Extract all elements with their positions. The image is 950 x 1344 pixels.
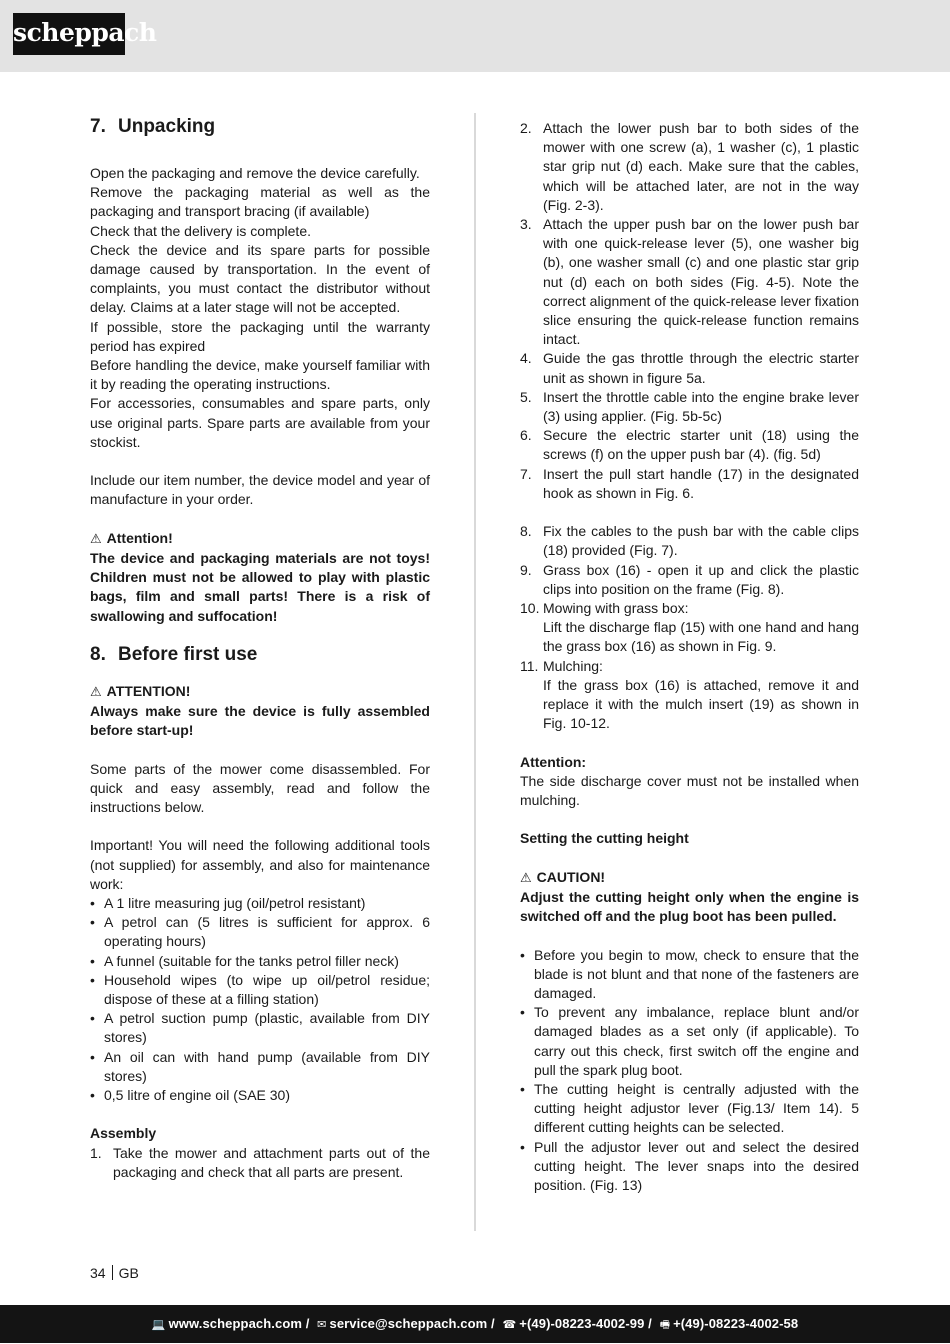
step-text: Guide the gas throttle through the electric starter unit as shown in figure 5a.	[543, 350, 859, 386]
step-number: 2.	[520, 120, 532, 136]
separator	[112, 1265, 113, 1280]
attention-text: The side discharge cover must not be installed when mulching.	[520, 772, 859, 809]
warning-triangle-icon: ⚠	[90, 531, 102, 547]
list-item: • A petrol can (5 litres is sufficient for approx. 6 operating hours)	[90, 913, 430, 951]
step-number: 8.	[520, 523, 532, 540]
attention-heading	[90, 682, 430, 702]
list-item: • An oil can with hand pump (available from DIY stores)	[90, 1048, 430, 1086]
fax-number: +(49)-08223-4002-58	[673, 1316, 799, 1331]
unpacking-paragraph: Before handling the device, make yourself familiar with it by reading the operating instructions.	[90, 357, 430, 393]
page-number	[90, 1264, 139, 1283]
language-code: GB	[118, 1265, 139, 1281]
list-item	[520, 349, 859, 387]
step-number: 7.	[520, 465, 532, 482]
caution-text: Adjust the cutting height only when the engine is switched off and the plug boot has been pulled.	[520, 889, 859, 925]
step-number: 4.	[520, 350, 532, 367]
step-text: Attach the lower push bar to both sides of the mower with one screw (a), 1 washer (c), 1 plastic star grip nut (d) each. Make sure that the cables, which will be attached later, are not in the way (Fig. 2-3).	[543, 120, 859, 213]
list-item: • A funnel (suitable for the tanks petrol filler neck)	[90, 952, 430, 971]
step-text: Mowing with grass box:	[543, 600, 689, 617]
list-item	[520, 388, 859, 426]
step-text: Grass box (16) - open it up and click the plastic clips into position on the frame (Fig. 8).	[543, 561, 859, 597]
step-number: 3.	[520, 216, 532, 233]
list-item: • The cutting height is centrally adjusted with the cutting height adjustor lever (Fig.13/ Item 14). 5 different cutting heights can be selected.	[520, 1080, 859, 1138]
email-link[interactable]: service@scheppach.com /	[329, 1316, 495, 1331]
unpacking-paragraph: Check the device and its spare parts for possible damage caused by transportation. In the event of complaints, you must contact the distributor without delay. Claims at a later stage will not be accepted.	[90, 241, 430, 316]
step-number: 11.	[520, 657, 539, 674]
cutting-height-heading: Setting the cutting height	[520, 830, 689, 847]
list-item	[520, 426, 859, 464]
phone-icon: ☎	[502, 1318, 517, 1331]
step-text: Fix the cables to the push bar with the cable clips (18) provided (Fig. 7).	[543, 523, 859, 559]
unpacking-paragraph: Check that the delivery is complete.	[90, 222, 311, 239]
list-item: • A 1 litre measuring jug (oil/petrol resistant)	[90, 894, 430, 913]
step-text: Mulching:	[543, 657, 603, 674]
section-8-number: 8.	[90, 643, 106, 665]
section-7-heading	[90, 112, 430, 142]
phone-number: +(49)-08223-4002-99 /	[519, 1316, 652, 1331]
warning-triangle-icon: ⚠	[520, 870, 532, 886]
list-item: • Household wipes (to wipe up oil/petrol residue; dispose of these at a filling station)	[90, 971, 430, 1009]
list-item	[520, 465, 859, 503]
section-7-number: 7.	[90, 116, 106, 137]
fax-icon: 🖷	[659, 1318, 671, 1331]
assembly-heading: Assembly	[90, 1125, 157, 1142]
step-text: Secure the electric starter unit (18) using the screws (f) on the upper push bar (4). (fig. 5d)	[543, 427, 859, 463]
list-item: • 0,5 litre of engine oil (SAE 30)	[90, 1086, 430, 1105]
attention-heading	[90, 529, 430, 549]
body-paragraph: Important! You will need the following additional tools (not supplied) for assembly, and also for maintenance work:	[90, 837, 430, 892]
header-bar	[0, 0, 950, 72]
left-column	[90, 112, 430, 1182]
assembly-steps	[90, 1144, 430, 1182]
list-item	[520, 599, 859, 657]
list-item	[520, 657, 859, 734]
step-number: 1.	[90, 1144, 102, 1161]
computer-icon: 💻	[151, 1318, 166, 1331]
section-8-heading	[90, 640, 430, 670]
list-item	[520, 215, 859, 349]
page-number-value: 34	[90, 1265, 106, 1281]
attention-heading: Attention:	[520, 753, 587, 770]
footer-contact-bar	[0, 1305, 950, 1343]
assembly-steps-continued	[520, 522, 859, 733]
warning-triangle-icon: ⚠	[90, 684, 102, 700]
section-7-title: Unpacking	[118, 116, 216, 137]
tools-list	[90, 894, 430, 1105]
list-item: • Pull the adjustor lever out and select the desired cutting height. The lever snaps into the desired position. (Fig. 13)	[520, 1138, 859, 1196]
attention-text: The device and packaging materials are not toys! Children must not be allowed to play with plastic bags, film and small parts! There is a risk of swallowing and suffocation!	[90, 550, 430, 624]
step-text: Attach the upper push bar on the lower push bar with one quick-release lever (5), one washer big (b), one washer small (c) and one plastic star grip nut (d) each on both sides (Fig. 4-5). Note the correct alignment of the quick-release lever fixation slice ensuring the quick-release function remains intact.	[543, 216, 859, 348]
attention-text: Always make sure the device is fully assembled before start-up!	[90, 703, 430, 739]
section-8-title: Before first use	[118, 643, 258, 665]
cutting-height-list	[520, 946, 859, 1196]
list-item	[520, 561, 859, 599]
column-divider	[474, 113, 476, 1231]
right-column	[520, 119, 859, 1195]
step-number: 10.	[520, 600, 540, 617]
step-text: Insert the throttle cable into the engine brake lever (3) using applier. (Fig. 5b-5c)	[543, 388, 859, 425]
list-item	[90, 1144, 430, 1182]
assembly-steps-continued	[520, 119, 859, 503]
unpacking-paragraph: For accessories, consumables and spare parts, only use original parts. Spare parts are available from your stockist.	[90, 395, 430, 450]
attention-label: ATTENTION!	[106, 682, 191, 699]
list-item	[520, 119, 859, 215]
step-text: Take the mower and attachment parts out of the packaging and check that all parts are present.	[113, 1144, 430, 1180]
list-item: • Before you begin to mow, check to ensure that the blade is not blunt and that none of the fasteners are damaged.	[520, 946, 859, 1004]
step-text: Insert the pull start handle (17) in the designated hook as shown in Fig. 6.	[543, 465, 859, 501]
step-subtext: Lift the discharge flap (15) with one hand and hang the grass box (16) as shown in Fig. 9.	[543, 619, 859, 655]
mail-icon: ✉	[317, 1318, 327, 1331]
list-item	[520, 522, 859, 560]
scheppach-logo: scheppach	[13, 13, 125, 55]
body-paragraph: Some parts of the mower come disassembled. For quick and easy assembly, read and follow the instructions below.	[90, 760, 430, 816]
unpacking-paragraph: Open the packaging and remove the device carefully.	[90, 165, 420, 181]
order-info-paragraph: Include our item number, the device model and year of manufacture in your order.	[90, 472, 430, 508]
website-link[interactable]: www.scheppach.com /	[168, 1316, 310, 1331]
caution-label: CAUTION!	[536, 868, 606, 885]
unpacking-paragraph: If possible, store the packaging until the warranty period has expired	[90, 318, 430, 354]
unpacking-paragraph: Remove the packaging material as well as the packaging and transport bracing (if available)	[90, 184, 430, 220]
list-item: • To prevent any imbalance, replace blunt and/or damaged blades as a set only (if applicable). To carry out this check, first switch off the engine and pull the spark plug boot.	[520, 1003, 859, 1080]
step-number: 5.	[520, 388, 532, 405]
caution-heading	[520, 868, 859, 888]
attention-label: Attention!	[106, 529, 173, 546]
list-item: • A petrol suction pump (plastic, available from DIY stores)	[90, 1009, 430, 1047]
step-number: 6.	[520, 427, 532, 444]
step-number: 9.	[520, 561, 532, 578]
step-subtext: If the grass box (16) is attached, remove it and replace it with the mulch insert (19) as shown in Fig. 10-12.	[543, 676, 859, 732]
